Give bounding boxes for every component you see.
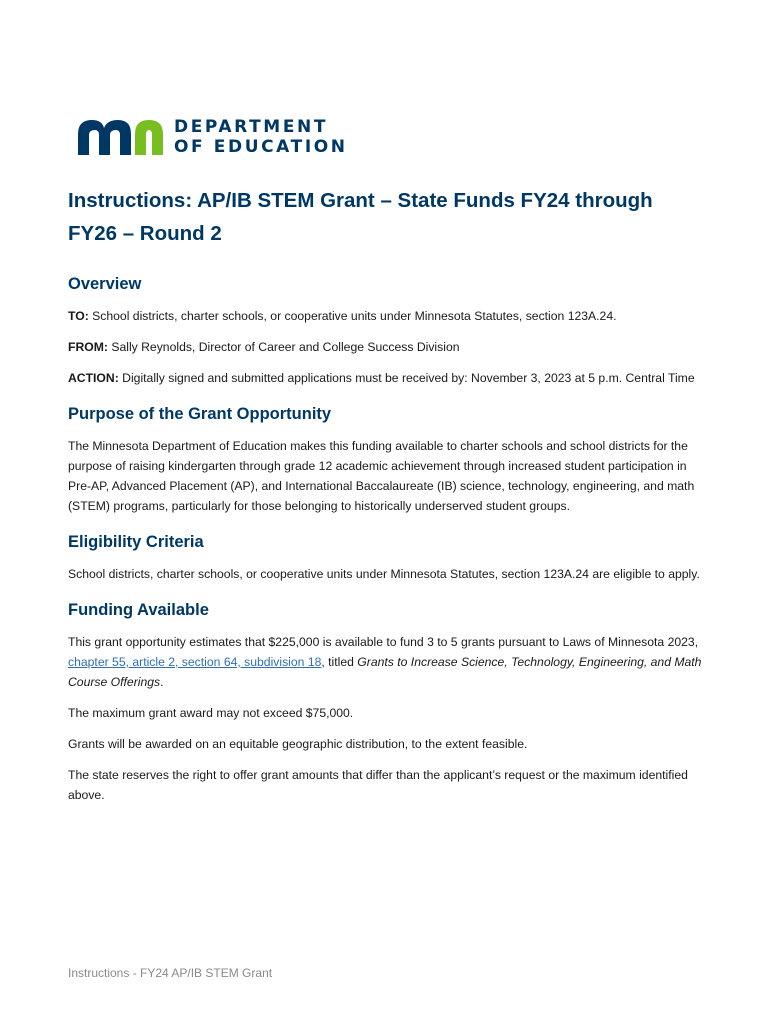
funding-paragraph-1 <box>68 632 704 692</box>
to-line <box>68 306 704 326</box>
grant-title-italic: Grants to Increase Science, Technology, Engineering, and Math Course Offerings <box>68 655 702 689</box>
from-text: Sally Reynolds, Director of Career and College Success Division <box>107 340 460 354</box>
to-text: School districts, charter schools, or cooperative units under Minnesota Statutes, section 123A.24. <box>88 309 617 323</box>
purpose-text: The Minnesota Department of Education makes this funding available to charter schools and school districts for the purpose of raising kindergarten through grade 12 academic achievement through increased student participation in Pre-AP, Advanced Placement (AP), and International Baccalaureate (IB) science, technology, engineering, and math (STEM) programs, particularly for those belonging to historically underserved student groups. <box>68 439 695 513</box>
funding-p1-end: . <box>160 675 164 689</box>
page-footer: Instructions - FY24 AP/IB STEM Grant <box>68 966 273 980</box>
document-body <box>68 184 704 816</box>
funding-paragraph-3: Grants will be awarded on an equitable geographic distribution, to the extent feasible. <box>68 737 528 751</box>
funding-p1-before: This grant opportunity estimates that $225,000 is available to fund 3 to 5 grants pursuant to Laws of Minnesota 2023, <box>68 635 699 649</box>
logo-line-2: OF EDUCATION <box>174 137 348 157</box>
logo-wordmark <box>174 117 348 157</box>
action-line <box>68 368 704 388</box>
funding-paragraph-4: The state reserves the right to offer grant amounts that differ than the applicant’s request or the maximum identified above. <box>68 768 688 802</box>
mn-logo-mark-icon <box>76 116 166 160</box>
purpose-heading: Purpose of the Grant Opportunity <box>68 405 332 423</box>
funding-p1-mid: , titled <box>321 655 358 669</box>
eligibility-text: School districts, charter schools, or cooperative units under Minnesota Statutes, section 123A.24 are eligible to apply. <box>68 567 700 581</box>
mde-logo <box>76 116 348 160</box>
eligibility-heading: Eligibility Criteria <box>68 533 204 551</box>
from-line <box>68 337 704 357</box>
logo-line-1: DEPARTMENT <box>174 117 329 137</box>
funding-paragraph-2: The maximum grant award may not exceed $75,000. <box>68 706 354 720</box>
action-text: Digitally signed and submitted applications must be received by: November 3, 2023 at 5 p.m. Central Time <box>118 371 695 385</box>
statute-link[interactable]: chapter 55, article 2, section 64, subdivision 18 <box>68 655 322 669</box>
funding-heading: Funding Available <box>68 601 209 619</box>
to-label: TO: <box>68 309 89 323</box>
action-label: ACTION: <box>68 371 119 385</box>
from-label: FROM: <box>68 340 108 354</box>
overview-heading: Overview <box>68 275 142 293</box>
page-title: Instructions: AP/IB STEM Grant – State Funds FY24 through FY26 – Round 2 <box>68 189 653 245</box>
